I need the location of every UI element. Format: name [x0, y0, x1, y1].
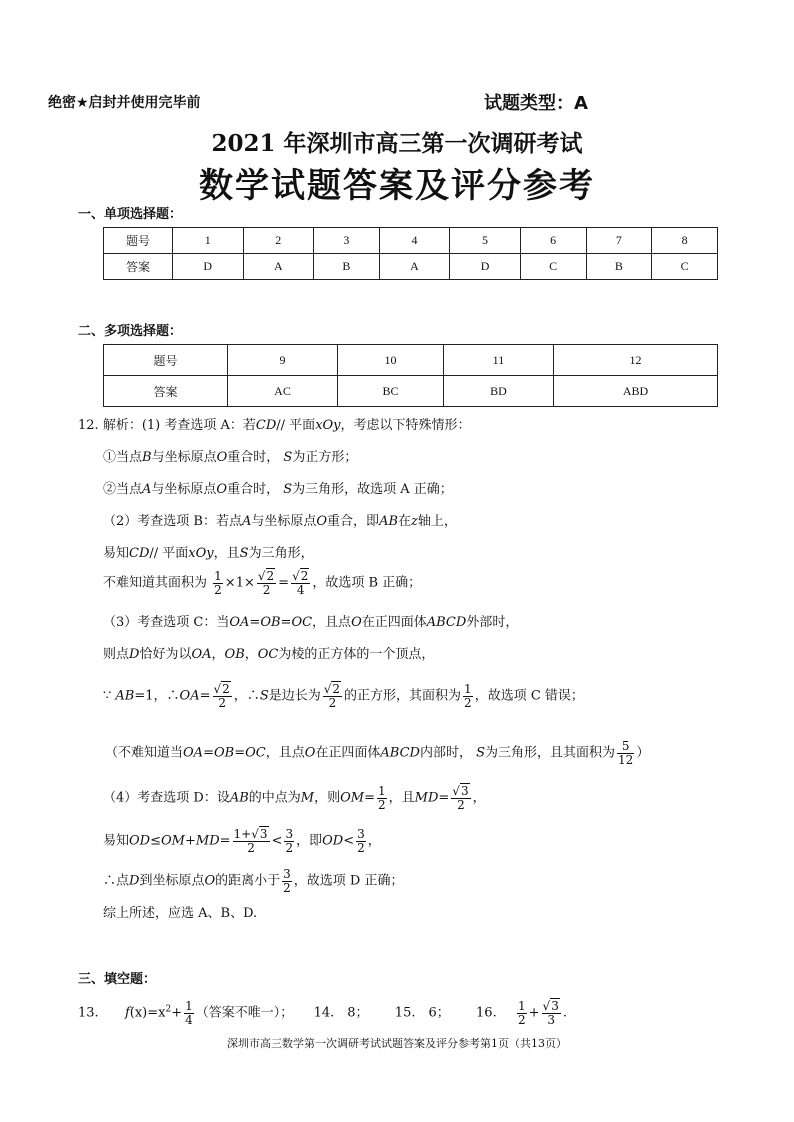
text: ，故选项 C 错误； — [474, 688, 584, 704]
math-var: ABCD — [426, 615, 467, 630]
fraction: $\frac{√2}{2}$ — [213, 682, 230, 710]
question-number: 10 — [338, 345, 444, 376]
question-number: 3 — [314, 228, 380, 254]
math-var: CD — [129, 546, 150, 561]
text: = — [438, 790, 450, 806]
math-var: OM — [340, 790, 365, 806]
multiple-choice-answer-table — [103, 344, 718, 407]
text: ，即 — [296, 833, 323, 849]
text: ，则 — [314, 790, 341, 806]
text: 的正方形，其面积为 — [344, 688, 462, 704]
text: 的距离小于 — [215, 873, 281, 889]
row-label: 题号 — [104, 228, 173, 254]
text: ，且点 — [312, 615, 352, 630]
text: (x)=x — [129, 1005, 166, 1021]
math-var: OA — [191, 647, 212, 662]
text: = — [199, 688, 211, 704]
math-var: O — [304, 745, 316, 761]
text: （3）考查选项 C：当 — [103, 615, 230, 630]
text: 易知 — [103, 833, 130, 849]
solution-line — [103, 545, 314, 563]
question-number: 12 — [553, 345, 717, 376]
math-var: O — [351, 615, 362, 630]
text: 易知 — [103, 546, 130, 561]
text: ， — [211, 647, 225, 662]
solution-line — [103, 683, 584, 709]
text: 与坐标原点 — [251, 514, 317, 529]
text: ，且 — [213, 546, 240, 561]
math-var: D — [129, 647, 140, 662]
answer-15: 15. 6； — [394, 1005, 450, 1021]
text: = — [249, 615, 261, 630]
text: < — [343, 833, 355, 849]
solution-line — [103, 513, 457, 531]
question-number: 16. — [476, 1005, 497, 1021]
section1-heading: 一、单项选择题： — [78, 207, 183, 222]
text: 解析：(1) 考查选项 A：若 — [102, 418, 256, 433]
math-var: OB — [260, 615, 281, 630]
exam-title: 2021 年深圳市高三第一次调研考试 — [211, 130, 583, 157]
question-number: 7 — [586, 228, 652, 254]
text: = — [219, 833, 231, 849]
text: 为棱的正方体的一个顶点， — [278, 647, 435, 662]
math-var: O — [316, 514, 328, 529]
text: 重合，即 — [327, 514, 380, 529]
question-number: 2 — [243, 228, 314, 254]
text: = — [203, 745, 214, 761]
text: ， — [472, 790, 486, 806]
text: ，故选项 D 正确； — [293, 873, 404, 889]
fraction: $\frac{√3}{2}$ — [452, 784, 469, 812]
text: 外部时， — [466, 615, 519, 630]
text: 与坐标原点 — [151, 482, 217, 497]
document-title: 数学试题答案及评分参考 — [199, 166, 595, 206]
text: 为三角形，且其面积为 — [485, 745, 616, 761]
question-row — [104, 228, 718, 254]
answer-row — [104, 254, 718, 280]
answer-cell: B — [314, 254, 380, 280]
math-var: ABCD — [380, 745, 420, 761]
text: ，故选项 B 正确； — [312, 575, 422, 591]
math-var: S — [259, 688, 269, 704]
math-var: OB — [224, 647, 245, 662]
answer-cell: ABD — [553, 376, 717, 407]
math-var: xOy — [188, 546, 214, 561]
text: ①当点 — [103, 450, 143, 465]
fraction: $\frac{1}{2}$ — [464, 682, 472, 710]
text: 的中点为 — [248, 790, 301, 806]
fraction: $\frac{√3}{3}$ — [542, 999, 559, 1027]
math-var: OD — [129, 833, 151, 849]
fraction: $\frac{√2}{2}$ — [257, 569, 275, 597]
exponent: 2 — [165, 1004, 172, 1015]
question-number: 5 — [450, 228, 521, 254]
square-root: √2 — [323, 682, 341, 696]
text: . — [562, 1005, 567, 1021]
solution-line — [78, 417, 471, 435]
solution-line — [103, 614, 518, 632]
math-var: AB — [379, 514, 399, 529]
text: 为三角形，故选项 A 正确； — [292, 482, 453, 497]
solution-line — [103, 785, 486, 811]
answer-cell: BC — [338, 376, 444, 407]
question-number: 12. — [78, 418, 99, 433]
fraction: $\frac{1}{2}$ — [518, 999, 526, 1027]
math-var: OC — [245, 745, 266, 761]
math-var: A — [241, 514, 252, 529]
text: 内部时， — [419, 745, 472, 761]
text: ，∴ — [233, 688, 260, 704]
math-var: OM — [161, 833, 185, 849]
text: 在正四面体 — [315, 745, 381, 761]
row-label: 题号 — [104, 345, 228, 376]
answer-cell: BD — [443, 376, 553, 407]
text: ，考虑以下特殊情形： — [340, 418, 471, 433]
square-root: √2 — [257, 569, 275, 583]
math-var: xOy — [315, 418, 341, 433]
fraction: $\frac{1}{2}$ — [378, 784, 386, 812]
question-number: 6 — [520, 228, 586, 254]
text: 是边长为 — [268, 688, 321, 704]
text: ≤ — [150, 833, 162, 849]
text: // 平面 — [276, 418, 316, 433]
text: + — [184, 833, 196, 849]
math-var: OD — [322, 833, 344, 849]
math-var: B — [142, 450, 152, 465]
math-var: OC — [291, 615, 313, 630]
math-var: MD — [195, 833, 220, 849]
math-var: S — [283, 450, 293, 465]
square-root: √3 — [452, 784, 469, 798]
answer-cell: D — [450, 254, 521, 280]
fraction: $\frac{1}{2}$ — [214, 569, 222, 597]
fraction: $\frac{√2}{4}$ — [292, 569, 309, 597]
fraction: $\frac{1}{4}$ — [185, 999, 193, 1027]
math-var: CD — [255, 418, 277, 433]
math-var: M — [300, 790, 315, 806]
solution-line — [103, 828, 381, 854]
text: 与坐标原点 — [151, 450, 217, 465]
answer-cell: B — [586, 254, 652, 280]
test-type-label: 试题类型：A — [484, 93, 588, 114]
text: + — [528, 1005, 540, 1021]
text: + — [171, 1005, 183, 1021]
answer-cell: A — [379, 254, 450, 280]
math-var: O — [216, 482, 228, 497]
math-var: OC — [257, 647, 279, 662]
text: ， — [367, 833, 381, 849]
math-var: S — [283, 482, 293, 497]
answer-cell: C — [652, 254, 718, 280]
text: // 平面 — [149, 546, 189, 561]
text: ， — [244, 647, 258, 662]
answer-cell: C — [520, 254, 586, 280]
question-row — [104, 345, 718, 376]
solution-line — [103, 646, 434, 664]
math-var: OA — [229, 615, 250, 630]
answer-row — [104, 376, 718, 407]
text: 则点 — [103, 647, 130, 662]
text: 为正方形； — [292, 450, 358, 465]
text: 为三角形， — [248, 546, 314, 561]
answer-cell: A — [243, 254, 314, 280]
text: 轴上， — [417, 514, 457, 529]
answer-cell: AC — [228, 376, 338, 407]
solution-line — [105, 740, 649, 766]
question-number: 4 — [379, 228, 450, 254]
question-number: 1 — [173, 228, 244, 254]
confidential-label: 绝密★启封并使用完毕前 — [48, 95, 201, 111]
square-root: √3 — [542, 999, 559, 1013]
fraction: $\frac{3}{2}$ — [283, 867, 291, 895]
math-var: S — [239, 546, 249, 561]
math-var: D — [129, 873, 140, 889]
row-label: 答案 — [104, 254, 173, 280]
text: ②当点 — [103, 482, 143, 497]
fill-blank-answers — [78, 1000, 567, 1026]
question-number: 13. — [78, 1005, 99, 1021]
text: （2）考查选项 B：若点 — [103, 514, 242, 529]
solution-line — [103, 570, 421, 596]
fraction: $\frac{√2}{2}$ — [323, 682, 341, 710]
text: （4）考查选项 D：设 — [103, 790, 230, 806]
text: 在 — [398, 514, 412, 529]
text: 到坐标原点 — [139, 873, 205, 889]
text: 在正四面体 — [361, 615, 427, 630]
math-var: O — [216, 450, 228, 465]
math-var: AB — [115, 688, 135, 704]
section3-heading: 三、填空题： — [78, 972, 157, 987]
text: ，且 — [388, 790, 415, 806]
fraction: $\frac{3}{2}$ — [357, 827, 365, 855]
solution-line — [103, 449, 357, 467]
section2-heading: 二、多项选择题： — [78, 324, 183, 339]
text: （不难知道当 — [105, 745, 184, 761]
text: 不难知道其面积为 — [103, 575, 208, 591]
text: ∴点 — [103, 873, 130, 889]
question-number: 11 — [443, 345, 553, 376]
fraction: $\frac{3}{2}$ — [285, 827, 294, 855]
math-var: OB — [213, 745, 235, 761]
square-root: √2 — [292, 569, 309, 583]
text: ） — [636, 745, 650, 761]
text: （答案不唯一）； — [195, 1005, 294, 1021]
math-var: S — [476, 745, 486, 761]
solution-line — [103, 481, 453, 499]
question-number: 9 — [228, 345, 338, 376]
math-var: OA — [179, 688, 200, 704]
text: ∵ — [103, 688, 112, 704]
math-var: MD — [414, 790, 439, 806]
fraction: $\frac{5}{12}$ — [618, 739, 634, 767]
math-var: O — [204, 873, 216, 889]
page-footer: 深圳市高三数学第一次调研考试试题答案及评分参考第1页（共13页） — [227, 1037, 567, 1050]
solution-conclusion: 综上所述，应选 A、B、D. — [103, 906, 258, 921]
question-number: 8 — [652, 228, 718, 254]
square-root: √2 — [213, 682, 230, 696]
math-var: AB — [229, 790, 249, 806]
text: = — [364, 790, 375, 806]
math-var: A — [142, 482, 152, 497]
text: ×1× — [224, 575, 255, 591]
math-var: z — [411, 514, 418, 529]
row-label: 答案 — [104, 376, 228, 407]
answer-cell: D — [173, 254, 244, 280]
text: =1，∴ — [134, 688, 180, 704]
single-choice-answer-table — [103, 227, 718, 280]
text: = — [234, 745, 246, 761]
solution-line — [103, 868, 404, 894]
text: = — [278, 575, 290, 591]
text: ，且点 — [265, 745, 305, 761]
square-root: √3 — [251, 827, 268, 841]
text: = — [280, 615, 292, 630]
fraction: $\frac{1+√3}{2}$ — [233, 827, 268, 855]
math-var: f — [124, 1005, 130, 1021]
text: 重合时， — [227, 482, 280, 497]
text: < — [271, 833, 283, 849]
text: 恰好为以 — [139, 647, 192, 662]
answer-14: 14. 8； — [313, 1005, 369, 1021]
text: 重合时， — [227, 450, 280, 465]
math-var: OA — [183, 745, 204, 761]
